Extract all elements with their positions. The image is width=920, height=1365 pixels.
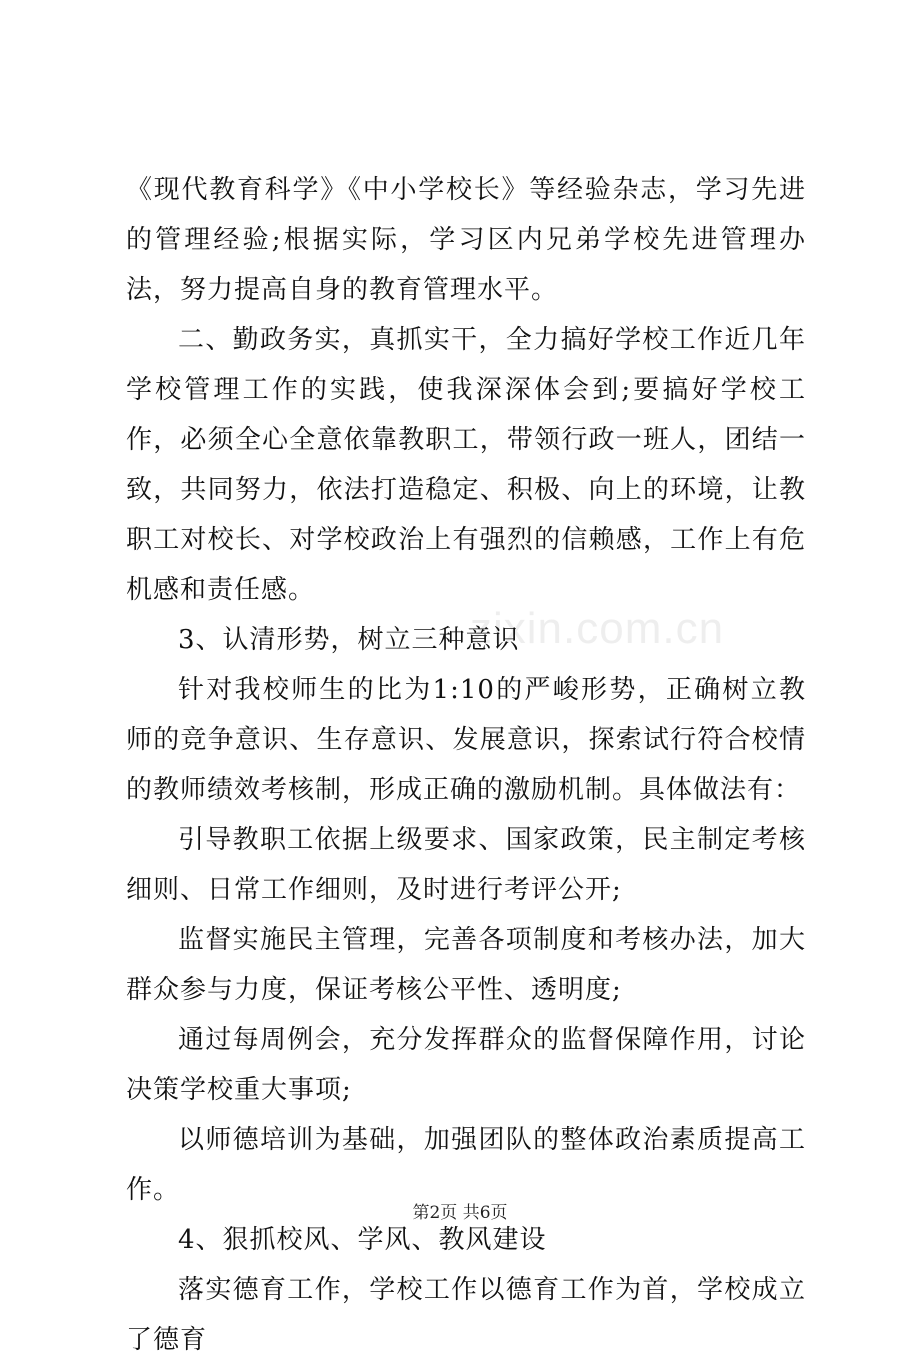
paragraph-7: 通过每周例会，充分发挥群众的监督保障作用，讨论决策学校重大事项; [126,1025,806,1105]
paragraph-2: 二、勤政务实，真抓实干，全力搞好学校工作近几年学校管理工作的实践，使我深深体会到;要搞好学校工作，必须全心全意依靠教职工，带领行政一班人，团结一致，共同努力，依法打造稳定、积极、向上的环境，让教职工对校长、对学校政治上有强烈的信赖感，工作上有危机感和责任感。 [126,325,806,605]
paragraph-10: 落实德育工作，学校工作以德育工作为首，学校成立了德育 [126,1275,806,1355]
paragraph-1: 《现代教育科学》《中小学校长》等经验杂志，学习先进的管理经验;根据实际，学习区内兄弟学校先进管理办法，努力提高自身的教育管理水平。 [126,175,806,305]
page-footer: 第2页 共6页 [412,1203,508,1223]
paragraph-4: 针对我校师生的比为1:10的严峻形势，正确树立教师的竞争意识、生存意识、发展意识，探索试行符合校情的教师绩效考核制，形成正确的激励机制。具体做法有： [126,675,806,805]
section-heading-3: 3、认清形势，树立三种意识 [178,625,520,655]
document-body [126,165,806,1365]
section-heading-4: 4、狠抓校风、学风、教风建设 [178,1225,547,1255]
paragraph-5: 引导教职工依据上级要求、国家政策，民主制定考核细则、日常工作细则，及时进行考评公开; [126,825,806,905]
paragraph-8: 以师德培训为基础，加强团队的整体政治素质提高工作。 [126,1125,806,1205]
watermark: zixin.com.cn [470,604,725,653]
paragraph-6: 监督实施民主管理，完善各项制度和考核办法，加大群众参与力度，保证考核公平性、透明度; [126,925,806,1005]
